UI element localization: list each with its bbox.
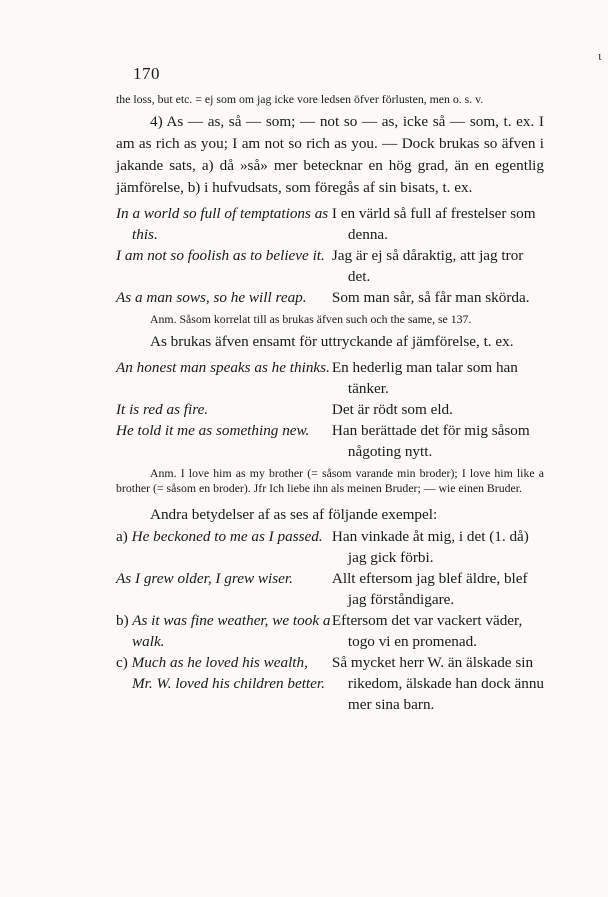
examples-group-1: [116, 203, 544, 308]
example-row: [116, 357, 544, 399]
english-text: Much as he loved his wealth, Mr. W. loved his children better.: [131, 654, 325, 692]
swedish-translation: En hederlig man talar som han tänker.: [331, 359, 518, 397]
english-text: As it was fine weather, we took a walk.: [132, 612, 331, 650]
swedish-translation: Det är rödt som eld.: [331, 401, 453, 418]
english-text: As I grew older, I grew wiser.: [116, 570, 293, 587]
english-example: I am not so foolish as to believe it.: [116, 247, 325, 264]
english-example: [116, 652, 332, 715]
examples-group-3: [116, 526, 544, 715]
example-row: [116, 526, 544, 568]
english-example: [116, 526, 332, 568]
example-row: [116, 287, 544, 308]
swedish-translation: Han vinkade åt mig, i det (1. då) jag gick förbi.: [331, 528, 529, 566]
example-row: [116, 245, 544, 287]
swedish-translation: Allt eftersom jag blef äldre, blef jag förståndigare.: [331, 570, 528, 608]
english-example: [116, 610, 332, 652]
example-marker: a): [116, 528, 128, 545]
example-marker: c): [116, 654, 128, 671]
english-example: It is red as fire.: [116, 401, 209, 418]
page-number: 170: [133, 64, 160, 83]
example-row: [116, 203, 544, 245]
english-example: An honest man speaks as he thinks.: [116, 359, 330, 376]
swedish-translation: I en värld så full af frestelser som denna.: [331, 205, 536, 243]
swedish-translation: Eftersom det var vackert väder, togo vi en promenad.: [331, 612, 523, 650]
example-row: [116, 610, 544, 652]
note-2: Anm. I love him as my brother (= såsom varande min broder); I love him like a brother (= såsom en broder). Jfr Ich liebe ihn als meinen Bruder; — wie einen Bruder.: [116, 466, 544, 495]
page-content: [116, 92, 544, 715]
as-alone-paragraph: As brukas äfven ensamt för uttryckande af jämförelse, t. ex.: [150, 333, 514, 350]
swedish-translation: Jag är ej så dåraktig, att jag tror det.: [331, 247, 524, 285]
english-text: He beckoned to me as I passed.: [131, 528, 323, 545]
example-row: [116, 420, 544, 462]
edge-mark: ι: [598, 48, 602, 63]
other-meanings-heading: Andra betydelser af as ses af följande exempel:: [150, 506, 438, 523]
swedish-translation: Som man sår, så får man skörda.: [331, 289, 530, 306]
note-1: Anm. Såsom korrelat till as brukas äfven such och the same, se 137.: [150, 312, 472, 326]
english-example: In a world so full of temptations as this.: [116, 205, 329, 243]
example-row: [116, 568, 544, 610]
section-4-intro: 4) As — as, så — som; — not so — as, icke så — som, t. ex. I am as rich as you; I am not so rich as you. — Dock brukas so äfven i jakande sats, a) då »så» mer betecknar en hög grad, än en egentlig jämförelse, b) i hufvudsats, som föregås af sin bisats, t. ex.: [116, 113, 544, 196]
english-example: [116, 568, 332, 610]
example-row: [116, 652, 544, 715]
swedish-translation: Han berättade det för mig såsom någoting nytt.: [331, 422, 530, 460]
example-marker: b): [116, 612, 129, 629]
swedish-translation: Så mycket herr W. än älskade sin rikedom, älskade han dock ännu mer sina barn.: [331, 654, 545, 713]
top-note: the loss, but etc. = ej som om jag icke vore ledsen öfver förlusten, men o. s. v.: [116, 92, 484, 106]
english-example: He told it me as something new.: [116, 422, 310, 439]
examples-group-2: [116, 357, 544, 462]
english-example: As a man sows, so he will reap.: [116, 289, 307, 306]
example-row: [116, 399, 544, 420]
